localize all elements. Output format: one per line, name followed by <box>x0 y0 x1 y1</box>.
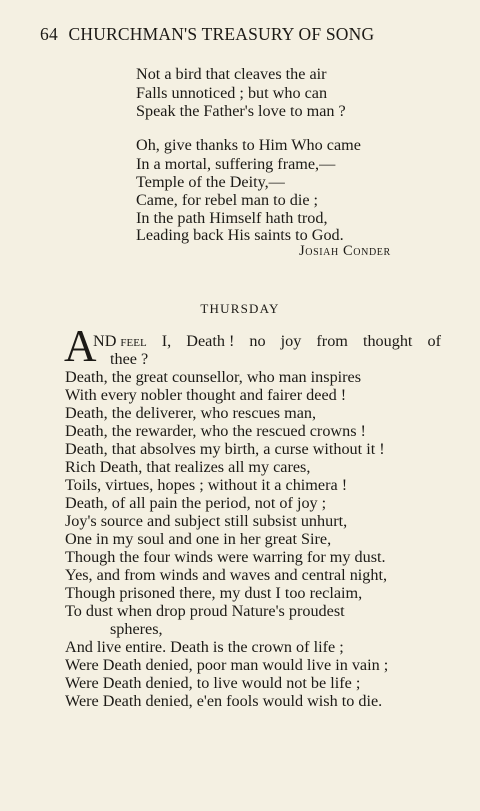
poem-line: Death, that absolves my birth, a curse without it ! <box>65 440 385 458</box>
poem-author: Josiah Conder <box>299 243 391 259</box>
poem-line: Came, for rebel man to die ; <box>136 191 319 209</box>
poem-line: Death, the great counsellor, who man inspires <box>65 368 362 386</box>
poem-line: Toils, virtues, hopes ; without it a chimera ! <box>65 476 348 494</box>
page-number: 64 <box>40 24 58 44</box>
poem-line: Death, the rewarder, who the rescued crowns ! <box>65 422 366 440</box>
poem-line: Yes, and from winds and waves and central night, <box>65 566 388 584</box>
first-line-word: Death ! <box>186 332 235 350</box>
poem-line: Death, the deliverer, who rescues man, <box>65 404 317 422</box>
poem-line: Though prisoned there, my dust I too reclaim, <box>65 584 363 602</box>
poem-line: Though the four winds were warring for my dust. <box>65 548 386 566</box>
first-line-word: I, <box>161 332 172 350</box>
poem-line: Falls unnoticed ; but who can <box>136 84 328 102</box>
poem-line: Leading back His saints to God. <box>136 226 344 244</box>
poem-line: Joy's source and subject still subsist unhurt, <box>65 512 348 530</box>
poem-line: Not a bird that cleaves the air <box>136 65 327 83</box>
poem-line: Death, of all pain the period, not of joy ; <box>65 494 327 512</box>
poem-line: In a mortal, suffering frame,— <box>136 155 336 173</box>
drop-cap: A <box>64 321 97 371</box>
poem-line: thee ? <box>110 350 149 368</box>
first-line-word: ND feel <box>93 332 147 350</box>
first-line-word: of <box>427 332 441 350</box>
first-line-word: no <box>249 332 266 350</box>
first-line-word: from <box>316 332 348 350</box>
poem-line: Were Death denied, poor man would live in vain ; <box>65 656 389 674</box>
first-line-word: joy <box>280 332 302 350</box>
poem-line: spheres, <box>110 620 163 638</box>
poem-line: Temple of the Deity,— <box>136 173 285 191</box>
poem-line: Oh, give thanks to Him Who came <box>136 136 361 154</box>
running-header <box>40 24 440 45</box>
poem-line: And live entire. Death is the crown of life ; <box>65 638 344 656</box>
poem-line: Rich Death, that realizes all my cares, <box>65 458 311 476</box>
running-title: CHURCHMAN'S TREASURY OF SONG <box>68 24 375 44</box>
poem-line: With every nobler thought and fairer deed ! <box>65 386 347 404</box>
section-title: THURSDAY <box>200 301 280 316</box>
poem-line: Were Death denied, to live would not be life ; <box>65 674 361 692</box>
poem-line: One in my soul and one in her great Sire, <box>65 530 332 548</box>
poem-line: Speak the Father's love to man ? <box>136 102 346 120</box>
first-line <box>93 332 441 351</box>
poem-line: Were Death denied, e'en fools would wish to die. <box>65 692 383 710</box>
poem-line: To dust when drop proud Nature's proudest <box>65 602 345 620</box>
first-line-word: thought <box>362 332 413 350</box>
poem-line: In the path Himself hath trod, <box>136 209 328 227</box>
